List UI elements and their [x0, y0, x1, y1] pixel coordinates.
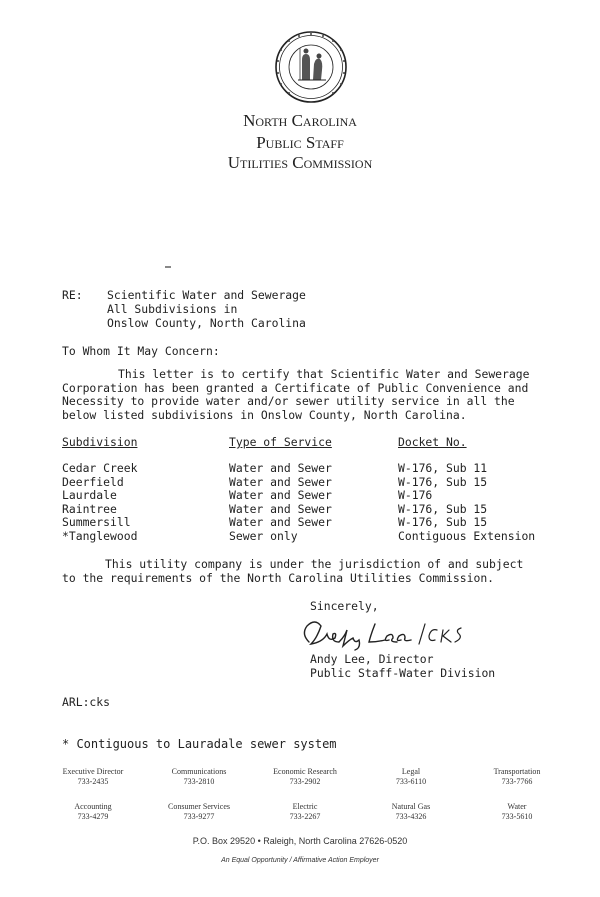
footer-phone: 733-2435 [77, 777, 109, 786]
closing: Sincerely, [310, 599, 379, 613]
table-cell: Deerfield [62, 474, 124, 489]
footer-dept: Executive Director [62, 767, 124, 776]
table-cell: Water and Sewer [229, 515, 332, 530]
footer-contact [252, 802, 358, 822]
letterhead-commission: Utilities Commission [227, 153, 373, 172]
signer-division: Public Staff-Water Division [310, 666, 496, 680]
table-cell: W-176 [398, 488, 433, 503]
footer-phone: 733-2810 [183, 777, 215, 786]
footer-phone: 733-4279 [77, 812, 109, 821]
table-cell: *Tanglewood [62, 529, 138, 543]
footer-contact [358, 767, 464, 787]
footer-contact [40, 767, 146, 787]
footer-dept: Economic Research [273, 767, 337, 776]
table-row [0, 530, 600, 544]
reference-initials: ARL:cks [62, 695, 111, 709]
footer-dept: Accounting [74, 802, 112, 811]
re-subject-line: Scientific Water and Sewerage [107, 288, 306, 302]
footer-phone: 733-2902 [289, 777, 321, 786]
table-header-docket: Docket No. [398, 435, 467, 449]
footer-dept: Transportation [493, 767, 541, 776]
re-subject-line: Onslow County, North Carolina [107, 316, 306, 330]
footer-dept: Natural Gas [391, 802, 431, 811]
letterhead-state: North Carolina [243, 111, 357, 130]
table-cell: W-176, Sub 15 [398, 501, 488, 516]
eoe-statement: An Equal Opportunity / Affirmative Action Employer [221, 857, 379, 864]
footer-phone: 733-9277 [183, 812, 215, 821]
footer-phone: 733-7766 [501, 777, 533, 786]
table-cell: Sewer only [229, 529, 298, 543]
table-cell: Summersill [62, 515, 131, 530]
table-cell: Water and Sewer [229, 488, 332, 503]
table-header-service: Type of Service [229, 435, 332, 449]
footer-dept: Communications [171, 767, 227, 776]
footer-dept: Electric [292, 802, 318, 811]
footer-phone: 733-5610 [501, 812, 533, 821]
table-cell: Water and Sewer [229, 474, 332, 489]
table-cell: W-176, Sub 15 [398, 474, 488, 489]
footer-dept: Legal [401, 767, 421, 776]
footer-contact [252, 767, 358, 787]
table-cell: W-176, Sub 15 [398, 515, 488, 530]
footnote: * Contiguous to Lauradale sewer system [62, 737, 337, 751]
salutation: To Whom It May Concern: [62, 344, 220, 358]
table-cell: W-176, Sub 11 [398, 461, 488, 475]
scan-speck [165, 266, 171, 268]
body-paragraph: This utility company is under the jurisdiction of and subject to the requirements of the North Carolina Utilities Commission. [62, 557, 524, 585]
footer-contact [358, 802, 464, 822]
re-subject-line: All Subdivisions in [107, 302, 238, 316]
state-seal-logo [266, 30, 356, 104]
footer-phone: 733-4326 [395, 812, 427, 821]
table-cell: Raintree [62, 501, 117, 516]
handwritten-signature [297, 612, 497, 652]
table-cell: Contiguous Extension [398, 529, 536, 543]
mailing-address: P.O. Box 29520 • Raleigh, North Carolina 27626-0520 [192, 836, 408, 846]
table-cell: Water and Sewer [229, 461, 332, 475]
table-cell: Cedar Creek [62, 461, 138, 475]
footer-contact [464, 767, 570, 787]
table-header-subdivision: Subdivision [62, 435, 138, 449]
footer-phone: 733-6110 [395, 777, 427, 786]
footer-contact [464, 802, 570, 822]
table-row [0, 462, 600, 476]
footer-dept: Consumer Services [168, 802, 230, 811]
table-cell: Laurdale [62, 488, 117, 503]
footer-phone: 733-2267 [289, 812, 321, 821]
re-label: RE: [62, 288, 83, 302]
footer-contact [146, 802, 252, 822]
footer-dept: Water [507, 802, 527, 811]
footer-contact [40, 802, 146, 822]
letterhead-agency: Public Staff [256, 133, 344, 152]
signer-name: Andy Lee, Director [310, 652, 434, 666]
table-cell: Water and Sewer [229, 501, 332, 516]
footer-contact [146, 767, 252, 787]
body-paragraph: This letter is to certify that Scientific Water and Sewerage Corporation has been granted a Certificate of Public Convenience and Necessity to provide water and/or sewer utility service in all the below listed subdivisions in Onslow County, North Carolina. [62, 367, 530, 422]
